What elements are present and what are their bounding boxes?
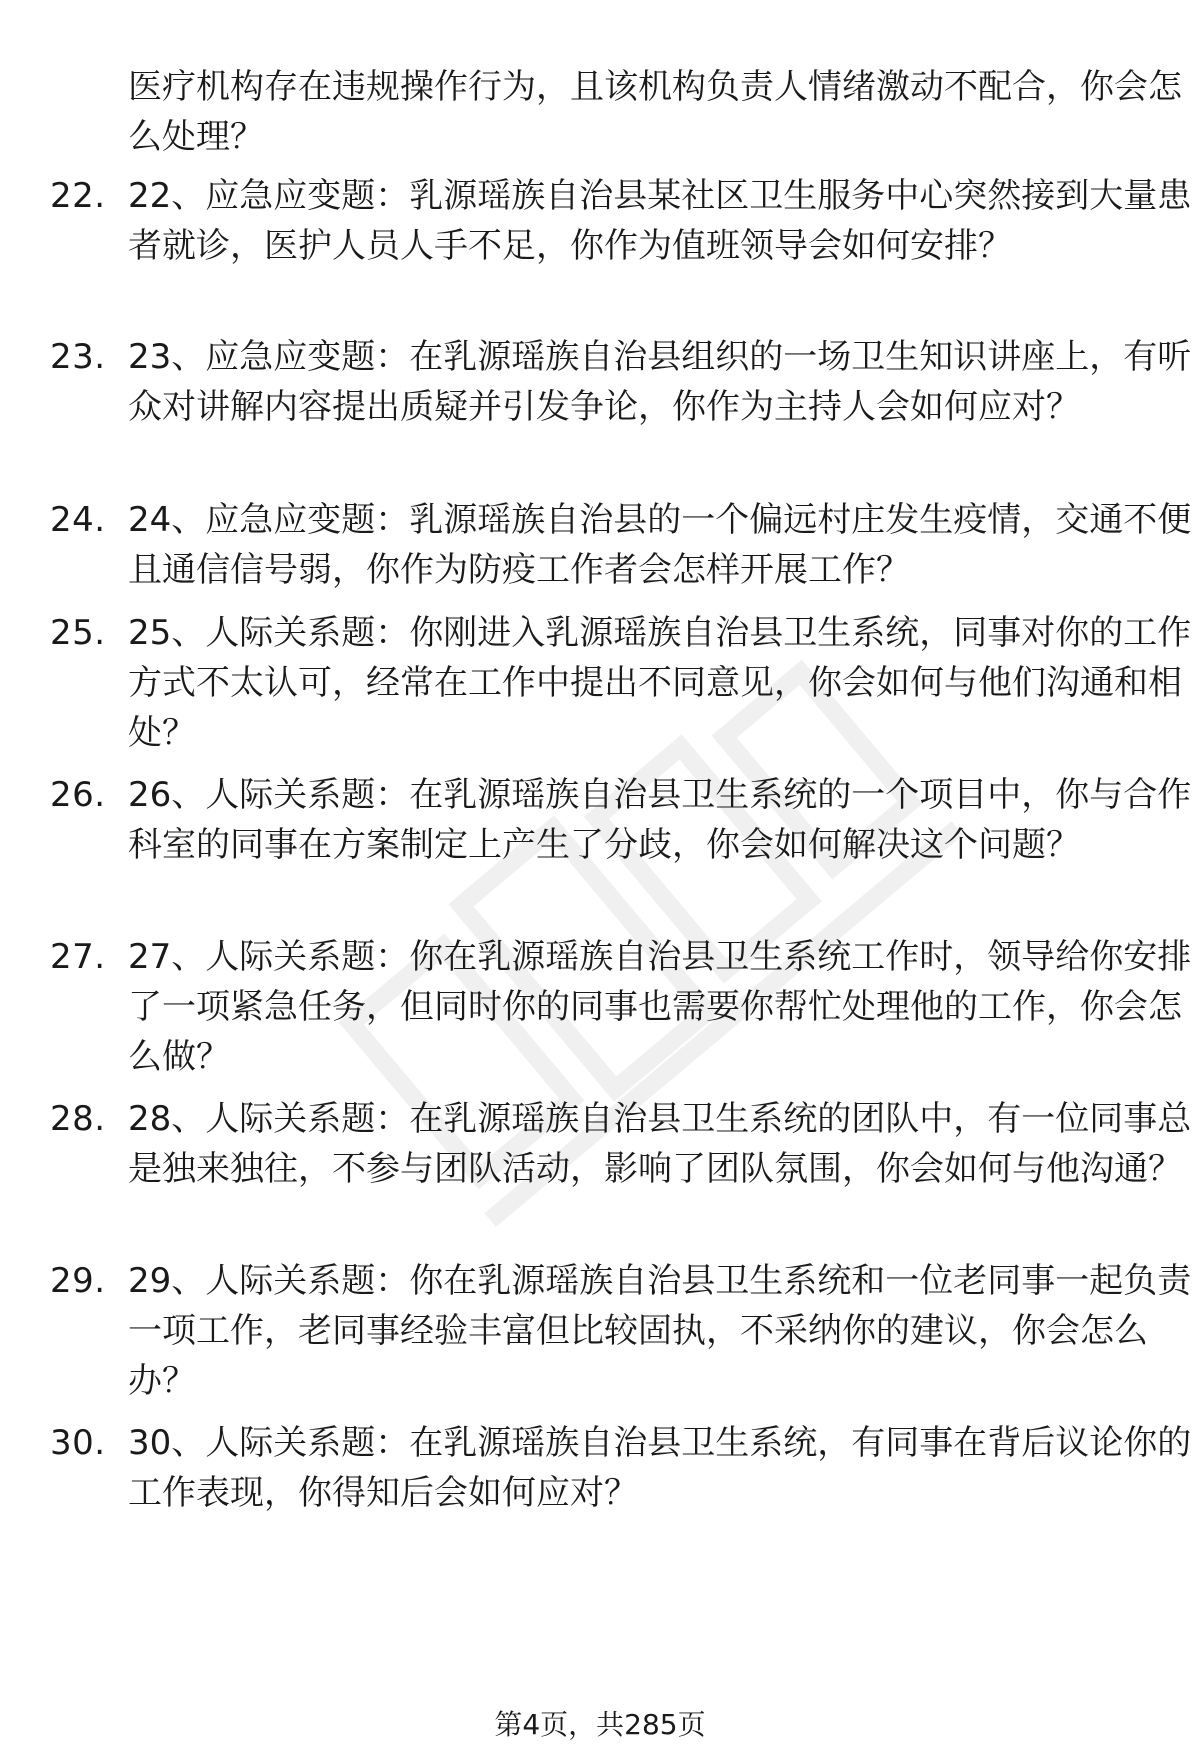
item-text: 22、应急应变题：乳源瑶族自治县某社区卫生服务中心突然接到大量患者就诊，医护人员人手不足，你作为值班领导会如何安排？ — [128, 176, 1192, 266]
item-number: 26. — [50, 775, 106, 815]
item-text: 28、人际关系题：在乳源瑶族自治县卫生系统的团队中，有一位同事总是独来独往，不参与团队活动，影响了团队氛围，你会如何与他沟通？ — [128, 1099, 1192, 1189]
item-text: 27、人际关系题：你在乳源瑶族自治县卫生系统工作时，领导给你安排了一项紧急任务，但同时你的同事也需要你帮忙处理他的工作，你会怎么做？ — [128, 937, 1192, 1077]
item-text: 26、人际关系题：在乳源瑶族自治县卫生系统的一个项目中，你与合作科室的同事在方案制定上产生了分歧，你会如何解决这个问题？ — [128, 775, 1192, 865]
item-number: 22. — [50, 176, 106, 216]
item-number: 25. — [50, 613, 106, 653]
item-text: 30、人际关系题：在乳源瑶族自治县卫生系统，有同事在背后议论你的工作表现，你得知后会如何应对？ — [128, 1423, 1192, 1513]
item-number: 30. — [50, 1423, 106, 1463]
item-text: 24、应急应变题：乳源瑶族自治县的一个偏远村庄发生疫情，交通不便且通信信号弱，你作为防疫工作者会怎样开展工作？ — [128, 500, 1192, 590]
item-number: 27. — [50, 937, 106, 977]
item-text: 29、人际关系题：你在乳源瑶族自治县卫生系统和一位老同事一起负责一项工作，老同事经验丰富但比较固执，不采纳你的建议，你会怎么办？ — [128, 1261, 1192, 1401]
item-text: 25、人际关系题：你刚进入乳源瑶族自治县卫生系统，同事对你的工作方式不太认可，经常在工作中提出不同意见，你会如何与他们沟通和相处？ — [128, 613, 1192, 753]
item-number: 24. — [50, 500, 106, 540]
item-number: 23. — [50, 337, 106, 377]
item-text: 23、应急应变题：在乳源瑶族自治县组织的一场卫生知识讲座上，有听众对讲解内容提出质疑并引发争论，你作为主持人会如何应对？ — [128, 337, 1192, 427]
item-number: 28. — [50, 1099, 106, 1139]
item-text: 医疗机构存在违规操作行为，且该机构负责人情绪激动不配合，你会怎么处理？ — [128, 67, 1182, 157]
item-number: 29. — [50, 1261, 106, 1301]
page-footer: 第4页，共285页 — [494, 1708, 706, 1741]
